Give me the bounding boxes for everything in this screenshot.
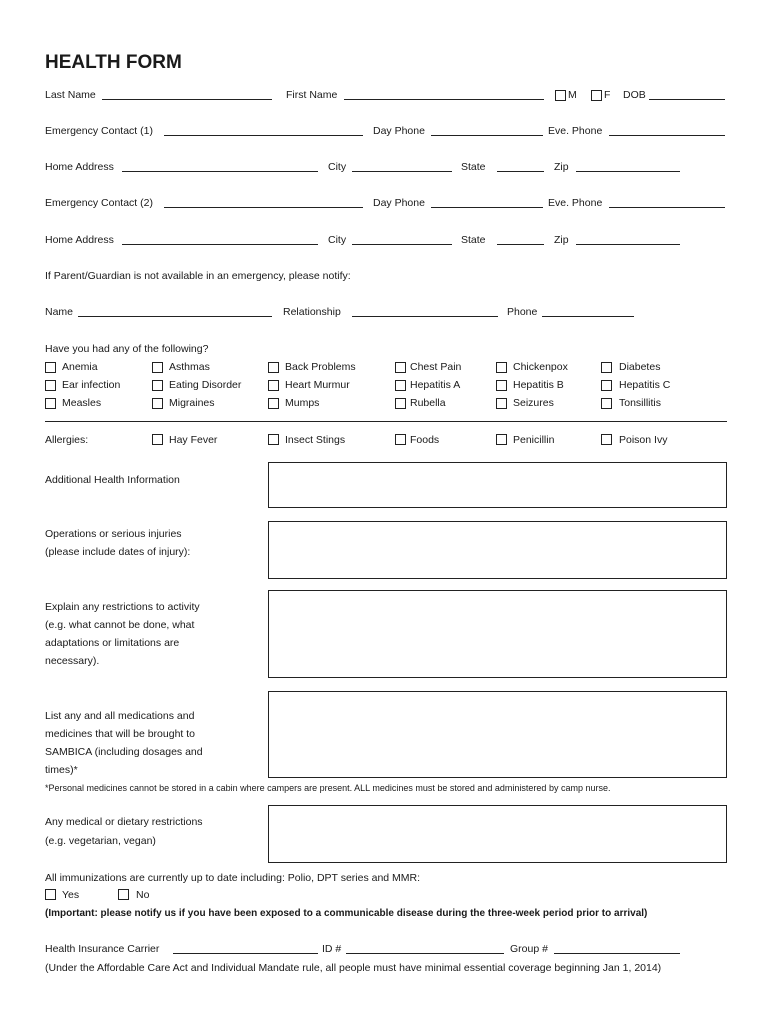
- condition-label: Diabetes: [619, 361, 661, 373]
- allergy-label: Penicillin: [513, 434, 555, 446]
- conditions-question: Have you had any of the following?: [45, 343, 209, 355]
- additional-info-textbox[interactable]: [268, 462, 727, 508]
- condition-label: Eating Disorder: [169, 379, 242, 391]
- insurance-carrier-label: Health Insurance Carrier: [45, 943, 160, 955]
- diabetes-checkbox[interactable]: [601, 362, 612, 373]
- relationship-label: Relationship: [283, 306, 341, 318]
- operations-textbox[interactable]: [268, 521, 727, 579]
- restrictions-textbox[interactable]: [268, 590, 727, 678]
- zip-2-field[interactable]: [576, 244, 680, 245]
- dietary-label-line2: (e.g. vegetarian, vegan): [45, 835, 156, 847]
- important-note: (Important: please notify us if you have been exposed to a communicable disease during the three-week period prior to arrival): [45, 908, 648, 919]
- immunizations-yes-checkbox[interactable]: [45, 889, 56, 900]
- condition-label: Seizures: [513, 397, 554, 409]
- condition-label: Mumps: [285, 397, 320, 409]
- back-problems-checkbox[interactable]: [268, 362, 279, 373]
- operations-label-line1: Operations or serious injuries: [45, 528, 182, 540]
- measles-checkbox[interactable]: [45, 398, 56, 409]
- city-2-label: City: [328, 234, 347, 246]
- condition-label: Tonsillitis: [619, 397, 662, 409]
- medications-label-line4: times)*: [45, 764, 78, 776]
- asthmas-checkbox[interactable]: [152, 362, 163, 373]
- insect-stings-checkbox[interactable]: [268, 434, 279, 445]
- mumps-checkbox[interactable]: [268, 398, 279, 409]
- poison-ivy-checkbox[interactable]: [601, 434, 612, 445]
- allergy-label: Insect Stings: [285, 434, 346, 446]
- condition-label: Measles: [62, 397, 102, 409]
- emergency-contact-2-label: Emergency Contact (2): [45, 197, 153, 209]
- insurance-carrier-field[interactable]: [173, 953, 318, 954]
- last-name-field[interactable]: [102, 99, 272, 100]
- restrictions-label-line2: (e.g. what cannot be done, what: [45, 619, 195, 631]
- restrictions-label-line4: necessary).: [45, 655, 100, 667]
- city-1-label: City: [328, 161, 347, 173]
- condition-label: Migraines: [169, 397, 215, 409]
- guardian-note: If Parent/Guardian is not available in an emergency, please notify:: [45, 270, 351, 282]
- rubella-checkbox[interactable]: [395, 398, 406, 409]
- allergy-label: Poison Ivy: [619, 434, 668, 446]
- condition-label: Back Problems: [285, 361, 356, 373]
- day-phone-1-label: Day Phone: [373, 125, 425, 137]
- aca-note: (Under the Affordable Care Act and Individual Mandate rule, all people must have minimal essential coverage beginning Jan 1, 2014): [45, 962, 662, 974]
- operations-label-line2: (please include dates of injury):: [45, 546, 191, 558]
- notify-name-label: Name: [45, 306, 74, 318]
- zip-1-label: Zip: [554, 161, 569, 173]
- city-2-field[interactable]: [352, 244, 452, 245]
- notify-phone-field[interactable]: [542, 316, 634, 317]
- condition-label: Hepatitis C: [619, 379, 671, 391]
- condition-label: Chickenpox: [513, 361, 568, 373]
- notify-name-field[interactable]: [78, 316, 272, 317]
- additional-info-label: Additional Health Information: [45, 474, 180, 486]
- no-label: No: [136, 889, 150, 901]
- restrictions-label-line3: adaptations or limitations are: [45, 637, 180, 649]
- day-phone-2-field[interactable]: [431, 207, 543, 208]
- zip-1-field[interactable]: [576, 171, 680, 172]
- first-name-label: First Name: [286, 89, 338, 101]
- hepatitis-c-checkbox[interactable]: [601, 380, 612, 391]
- state-2-label: State: [461, 234, 486, 246]
- chickenpox-checkbox[interactable]: [496, 362, 507, 373]
- section-divider: [45, 421, 727, 422]
- state-1-field[interactable]: [497, 171, 544, 172]
- state-1-label: State: [461, 161, 486, 173]
- ear-infection-checkbox[interactable]: [45, 380, 56, 391]
- migraines-checkbox[interactable]: [152, 398, 163, 409]
- dietary-textbox[interactable]: [268, 805, 727, 863]
- insurance-id-label: ID #: [322, 943, 342, 955]
- condition-label: Hepatitis A: [410, 379, 461, 391]
- home-address-1-field[interactable]: [122, 171, 318, 172]
- home-address-2-field[interactable]: [122, 244, 318, 245]
- tonsillitis-checkbox[interactable]: [601, 398, 612, 409]
- hepatitis-a-checkbox[interactable]: [395, 380, 406, 391]
- allergy-label: Hay Fever: [169, 434, 218, 446]
- medications-textbox[interactable]: [268, 691, 727, 778]
- immunizations-question: All immunizations are currently up to date including: Polio, DPT series and MMR:: [45, 872, 421, 884]
- state-2-field[interactable]: [497, 244, 544, 245]
- eve-phone-2-field[interactable]: [609, 207, 725, 208]
- medications-label-line2: medicines that will be brought to: [45, 728, 195, 740]
- emergency-contact-1-label: Emergency Contact (1): [45, 125, 153, 137]
- male-checkbox[interactable]: [555, 90, 566, 101]
- anemia-checkbox[interactable]: [45, 362, 56, 373]
- emergency-contact-2-field[interactable]: [164, 207, 363, 208]
- condition-label: Ear infection: [62, 379, 121, 391]
- day-phone-2-label: Day Phone: [373, 197, 425, 209]
- condition-label: Hepatitis B: [513, 379, 564, 391]
- eating-disorder-checkbox[interactable]: [152, 380, 163, 391]
- hepatitis-b-checkbox[interactable]: [496, 380, 507, 391]
- medicine-storage-note: *Personal medicines cannot be stored in a cabin where campers are present. ALL medicines must be stored and administered by camp nurse.: [45, 783, 611, 793]
- eve-phone-1-field[interactable]: [609, 135, 725, 136]
- home-address-2-label: Home Address: [45, 234, 114, 246]
- day-phone-1-field[interactable]: [431, 135, 543, 136]
- medications-label-line1: List any and all medications and: [45, 710, 195, 722]
- form-title: HEALTH FORM: [45, 52, 182, 73]
- male-label: M: [568, 89, 577, 101]
- insurance-id-field[interactable]: [346, 953, 504, 954]
- dob-label: DOB: [623, 89, 646, 101]
- condition-label: Chest Pain: [410, 361, 462, 373]
- notify-phone-label: Phone: [507, 306, 538, 318]
- restrictions-label-line1: Explain any restrictions to activity: [45, 601, 200, 613]
- group-number-field[interactable]: [554, 953, 680, 954]
- dietary-label-line1: Any medical or dietary restrictions: [45, 816, 203, 828]
- condition-label: Rubella: [410, 397, 446, 409]
- condition-label: Anemia: [62, 361, 98, 373]
- seizures-checkbox[interactable]: [496, 398, 507, 409]
- yes-label: Yes: [62, 889, 80, 901]
- medications-label-line3: SAMBICA (including dosages and: [45, 746, 203, 758]
- zip-2-label: Zip: [554, 234, 569, 246]
- allergies-label: Allergies:: [45, 434, 89, 446]
- condition-label: Asthmas: [169, 361, 210, 373]
- chest-pain-checkbox[interactable]: [395, 362, 406, 373]
- eve-phone-1-label: Eve. Phone: [548, 125, 603, 137]
- last-name-label: Last Name: [45, 89, 96, 101]
- foods-checkbox[interactable]: [395, 434, 406, 445]
- eve-phone-2-label: Eve. Phone: [548, 197, 603, 209]
- heart-murmur-checkbox[interactable]: [268, 380, 279, 391]
- dob-field[interactable]: [649, 99, 725, 100]
- relationship-field[interactable]: [352, 316, 498, 317]
- city-1-field[interactable]: [352, 171, 452, 172]
- female-label: F: [604, 89, 611, 101]
- allergy-label: Foods: [410, 434, 440, 446]
- first-name-field[interactable]: [344, 99, 544, 100]
- emergency-contact-1-field[interactable]: [164, 135, 363, 136]
- female-checkbox[interactable]: [591, 90, 602, 101]
- hay-fever-checkbox[interactable]: [152, 434, 163, 445]
- group-number-label: Group #: [510, 943, 548, 955]
- immunizations-no-checkbox[interactable]: [118, 889, 129, 900]
- penicillin-checkbox[interactable]: [496, 434, 507, 445]
- condition-label: Heart Murmur: [285, 379, 350, 391]
- home-address-1-label: Home Address: [45, 161, 114, 173]
